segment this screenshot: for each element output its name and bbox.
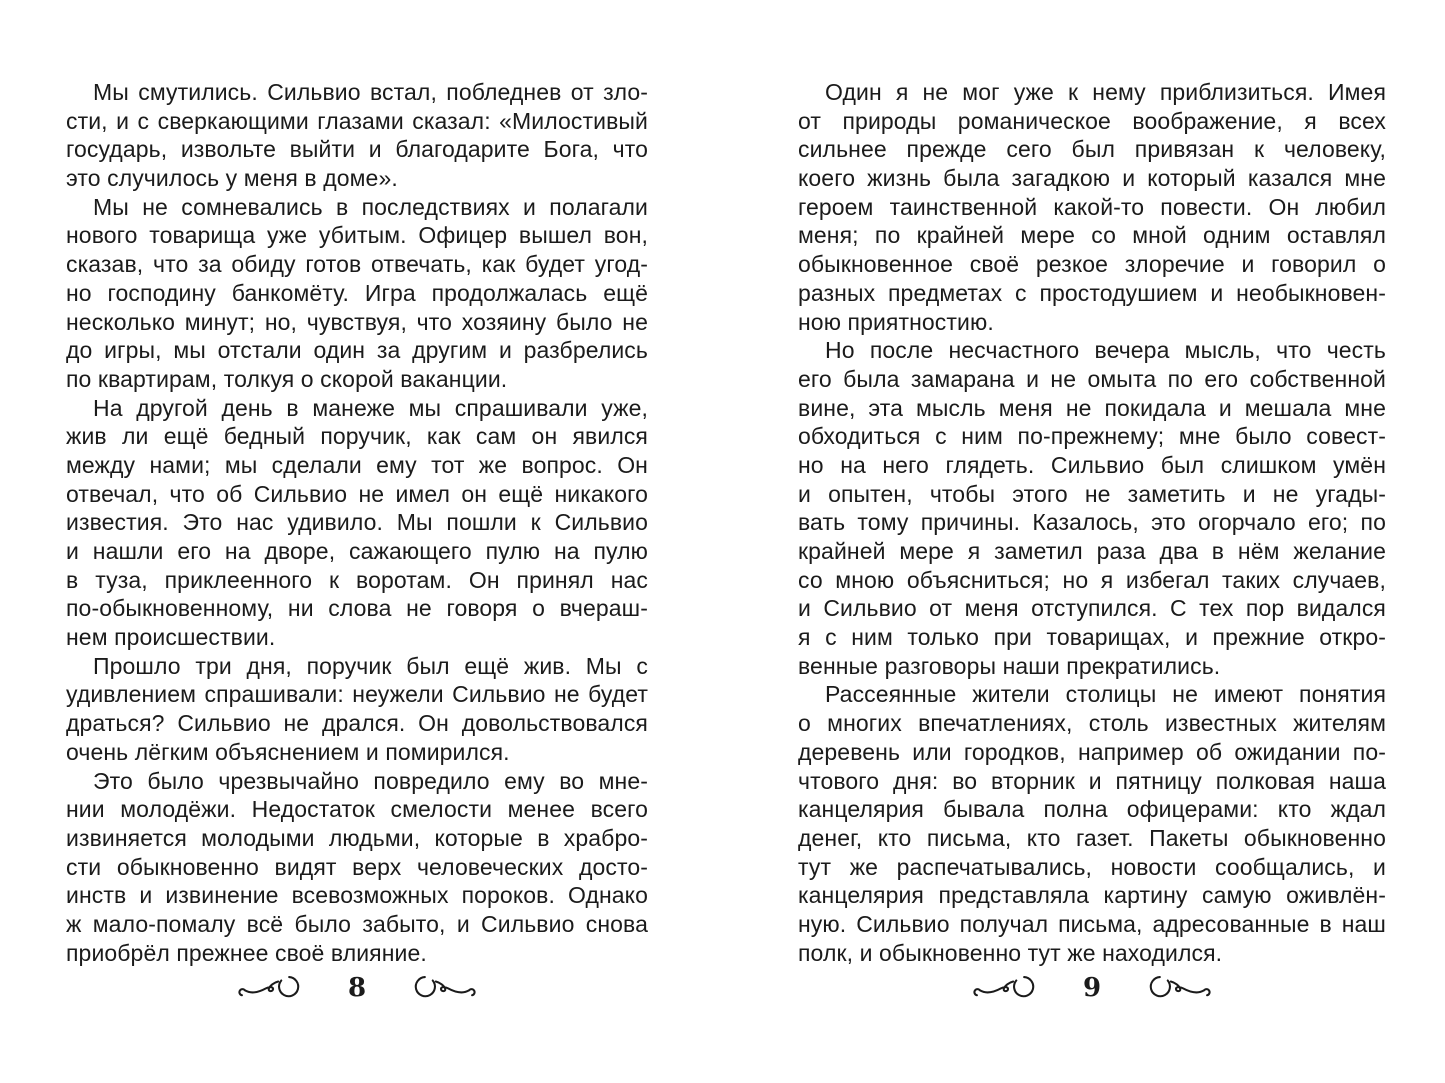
text-line: деревень или городков, например об ожидании по- [798,738,1386,765]
text-line: государь, извольте выйти и благодарите Бога, что [66,136,648,163]
text-line: нем происшествии. [66,624,276,651]
text-line: нии молодёжи. Недостаток смелости менее всего [66,796,648,823]
flourish-left-icon [237,974,303,1000]
text-line: и Сильвио от меня отступился. С тех пор видался [798,595,1386,622]
text-line: вать тому причины. Казалось, это огорчало его; по [798,509,1386,536]
text-line: канцелярия представляла картину самую оживлён- [798,882,1386,909]
text-line: вине, эта мысль меня не покидала и мешала мне [798,394,1386,421]
text-line: по квартирам, толкуя о скорой ваканции. [66,365,508,392]
text-line: между нами; мы сделали ему тот же вопрос. Он [66,451,648,478]
text-line: в туза, приклеенного к воротам. Он принял нас [66,566,648,593]
text-line: Мы не сомневались в последствиях и полагали [93,193,648,220]
text-line: его была замарана и не омыта по его собственной [798,365,1386,392]
text-line: Один я не мог уже к нему приблизиться. Имея [825,79,1386,105]
text-line: по-обыкновенному, ни слова не говоря о вчераш- [66,595,648,622]
text-line: обходиться с ним по-прежнему; мне было совест- [798,423,1386,450]
text-line: отвечал, что об Сильвио не имел он ещё никакого [66,480,648,507]
text-line: и опытен, чтобы этого не заметить и не угады- [798,480,1386,507]
text-line: сти, и с сверкающими глазами сказал: «Милостивый [66,107,648,134]
text-line: крайней мере я заметил раза два в нём желание [798,538,1386,564]
text-line: и нашли его на дворе, сажающего пулю на пулю [66,538,648,564]
flourish-right-icon [411,974,477,1000]
page-number: 9 [1082,973,1102,1003]
text-line: героем таинственной какой-то повести. Он любил [798,193,1386,220]
text-line: это случилось у меня в доме». [66,165,398,192]
text-line: Это было чрезвычайно повредило ему во мне- [93,767,648,794]
text-line: денег, кто письма, кто газет. Пакеты обыкновенно [798,824,1386,851]
text-line: до игры, мы отстали один за другим и разбрелись [66,337,648,364]
text-line: ную. Сильвио получал письма, адресованные в наш [798,910,1386,937]
text-line: нового товарища уже убитым. Офицер вышел вон, [66,222,648,249]
text-line: сильнее прежде сего был привязан к человеку, [798,136,1386,163]
page-text-column [798,78,1386,967]
text-line: сказав, что за обиду готов отвечать, как будет угод- [66,251,648,278]
text-line: ною приятностию. [798,308,994,335]
text-line: обыкновенное своё резкое злоречие и говорил о [798,251,1386,278]
text-line: известия. Это нас удивило. Мы пошли к Сильвио [66,509,648,536]
text-line: тут же распечатывались, новости сообщались, и [798,853,1386,880]
text-line: инств и извинение всевозможных пороков. Однако [66,882,648,909]
text-line: извиняется молодыми людьми, которые в храбро- [66,824,648,851]
text-line: жив ли ещё бедный поручик, как сам он явился [66,423,648,450]
text-line: со мною объясниться; но я избегал таких случаев, [798,566,1386,593]
text-line: очень лёгким объяснением и помирился. [66,738,510,765]
text-line: чтового дня: во вторник и пятницу полковая наша [798,767,1386,794]
text-line: приобрёл прежнее своё влияние. [66,939,427,966]
text-line: Мы смутились. Сильвио встал, побледнев от зло- [93,79,648,105]
text-line: сти обыкновенно видят верх человеческих досто- [66,853,648,880]
text-line: от природы романическое воображение, я всех [798,107,1386,134]
text-line: коего жизнь была загадкою и который казался мне [798,165,1386,192]
text-line: о многих впечатлениях, столь известных жителям [798,710,1386,737]
text-line: удивлением спрашивали: неужели Сильвио не будет [66,681,648,708]
text-line: но на него глядеть. Сильвио был слишком умён [798,451,1386,478]
text-line: Рассеянные жители столицы не имеют понятия [825,681,1386,708]
text-line: полк, и обыкновенно тут же находился. [798,939,1223,966]
text-line: несколько минут; но, чувствуя, что хозяину было не [66,308,648,335]
text-line: я с ним только при товарищах, и прежние откро- [798,624,1386,651]
page-footer [798,965,1386,1009]
text-line: канцелярия бывала полна офицерами: кто ждал [798,796,1386,823]
text-line: Но после несчастного вечера мысль, что честь [825,337,1386,364]
flourish-left-icon [972,974,1038,1000]
text-line: драться? Сильвио не дрался. Он довольствовался [66,710,648,737]
text-line: но господину банкомёту. Игра продолжалась ещё [66,279,648,306]
page-text-column [66,78,648,967]
book-page-right [798,0,1386,1083]
text-line: венные разговоры наши прекратились. [798,652,1221,679]
book-page-left [66,0,648,1083]
flourish-right-icon [1146,974,1212,1000]
text-line: разных предметах с простодушием и необыкновен- [798,279,1386,306]
page-number: 8 [347,973,367,1003]
page-footer [66,965,648,1009]
text-line: На другой день в манеже мы спрашивали уже, [93,394,648,421]
text-line: ж мало-помалу всё было забыто, и Сильвио снова [66,910,648,937]
text-line: Прошло три дня, поручик был ещё жив. Мы с [93,652,648,679]
text-line: меня; по крайней мере со мной одним оставлял [798,222,1386,249]
